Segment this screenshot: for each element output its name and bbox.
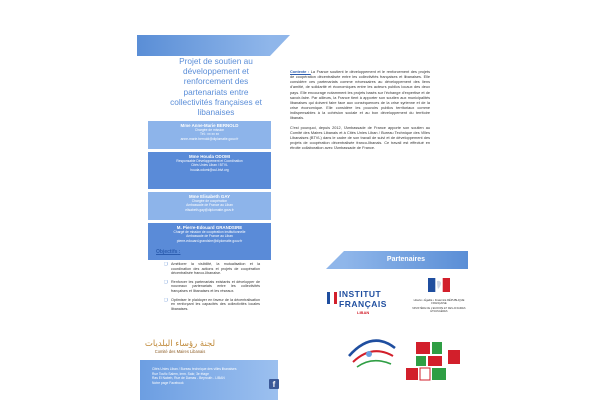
contact-line: Cités Unies Liban / BTVL (191, 163, 228, 168)
marianne-flag-icon (428, 278, 450, 292)
institut-francais-logo (327, 287, 403, 325)
facebook-icon[interactable]: f (269, 379, 279, 389)
objective-text: Renforcer les partenariats existants et développer de nouveaux partenariats entre les collectivités françaises et libanaises et les réseaux. (171, 279, 260, 293)
list-item (164, 262, 260, 276)
partner-block-logo (402, 340, 468, 382)
logo-french-text: Comité des Maires Libanais (154, 349, 206, 354)
partners-band (344, 251, 468, 269)
contact-name: Mme Anne-Marie BERNOLD (180, 123, 239, 128)
objectives-heading: Objectifs : (156, 249, 180, 255)
footer-line: Ras El Nabeh, Rue de Damas - Beyrouth - LIBAN (152, 376, 225, 381)
contacts-list (148, 121, 271, 263)
objectives-list (164, 262, 260, 315)
logo-word: INSTITUT (339, 289, 382, 299)
list-item (164, 280, 260, 294)
logo-word: FRANÇAIS (339, 299, 387, 309)
footer-line: Rue Toufic Salem, imm. Sakr, 3e étage (152, 371, 209, 376)
objective-text: Optimiser le plaidoyer en faveur de la décentralisation en renforçant les capacités des collectivités locales libanaises. (171, 297, 260, 311)
contact-name: Mme Elisabeth GAY (188, 194, 231, 199)
checkbox-bullet-icon: ❑ (164, 278, 168, 284)
contact-line: Chargée de coopération (191, 199, 228, 203)
context-label: Contexte : (290, 70, 311, 74)
contact-line: Ambassade de France au Liban (186, 234, 233, 239)
contact-line: Tél.: xx xx xx (199, 132, 220, 137)
logo-subcaption: MINISTÈRE DE L'EUROPE ET DES AFFAIRES ÉTRANGÈRES (412, 307, 466, 314)
logo-arabic-text: لجنة رؤساء البلديات (144, 339, 216, 349)
logo-word: LIBAN (357, 310, 370, 315)
title-band (137, 35, 270, 56)
context-paragraph (290, 70, 430, 122)
contact-line: Ambassade de France au Liban (186, 203, 233, 208)
contact-line: Responsable Développement et Coordination (176, 159, 243, 163)
republique-francaise-logo (412, 278, 466, 334)
footer-address (152, 367, 237, 385)
facebook-link[interactable]: Notre page Facebook (152, 380, 184, 385)
comite-maires-logo (142, 339, 218, 361)
list-item (164, 298, 260, 312)
contact-email[interactable]: anne-marie.bernold@diplomatie.gouv.fr (180, 136, 239, 141)
checkbox-bullet-icon: ❑ (164, 261, 168, 266)
contact-card (148, 192, 271, 220)
contact-card (148, 121, 271, 149)
contact-line: Chargée de mission (194, 128, 225, 132)
context-section (290, 70, 430, 155)
footer-band (140, 360, 278, 400)
contact-line: Chargé de mission de coopération institutionnelle (173, 230, 246, 234)
contact-name: M. Pierre-Edouard GRANDSIRE (176, 225, 243, 230)
objective-text: Améliorer la visibilité, la mutualisation et la coordination des actions et projets de coopération décentralisée franco-libanaise. (171, 262, 260, 276)
contact-email[interactable]: elisabeth.gay@diplomatie.gouv.fr (185, 207, 234, 212)
french-flag-icon (327, 291, 337, 303)
context-text: La France soutient le développement et le renforcement des projets de coopération décentralisée entre les collectivités françaises et libanaises. Elle considère ces partenariats comme nécessaires au développement des liens d'amitié, de solidarité et économiques entre les acteurs publics locaux des deux pays. Elle encourage notamment les projets basés sur l'échange d'expertise et de savoir-faire. Par ailleurs, la France tient à apporter son soutien aux municipalités libanaises qui doivent faire face aux conséquences de la crise syrienne et de la crise économique. Elle considère les pouvoirs publics territoriaux comme indispensables à la cohésion sociale et au bon développement du territoire libanais. (290, 70, 430, 121)
logo-caption: Liberté • Égalité • Fraternité RÉPUBLIQUE FRANÇAISE (413, 299, 465, 306)
checkbox-bullet-icon: ❑ (164, 296, 168, 302)
footer-line: Cités Unies Liban / Bureau technique des villes libanaises (152, 367, 237, 371)
contact-card (148, 152, 271, 189)
contact-email[interactable]: pierre-edouard.grandsire@diplomatie.gouv.fr (176, 238, 243, 243)
context-paragraph: C'est pourquoi, depuis 2012, l'Ambassade de France apporte son soutien au Comité des Maires Libanais et à Cités Unies Liban / Bureau Technique des Villes Libanaises (BTVL) dans le cadre de son travail de suivi et de développement des projets de coopération décentralisée franco-libanais. Ce travail est effectué en étroite collaboration avec l'Ambassade de France. (290, 125, 430, 151)
partners-heading: Partenaires (386, 256, 426, 263)
contact-name: Mme Houda ODOMI (189, 154, 230, 159)
cites-unies-logo (345, 334, 399, 374)
brochure-sheet (140, 38, 468, 400)
contact-email[interactable]: houda.odomi@cul-btvl.org (190, 167, 229, 172)
brochure-title: Projet de soutien au développement et renforcement des partenariats entre collectivités françaises et libanaises (170, 56, 262, 118)
